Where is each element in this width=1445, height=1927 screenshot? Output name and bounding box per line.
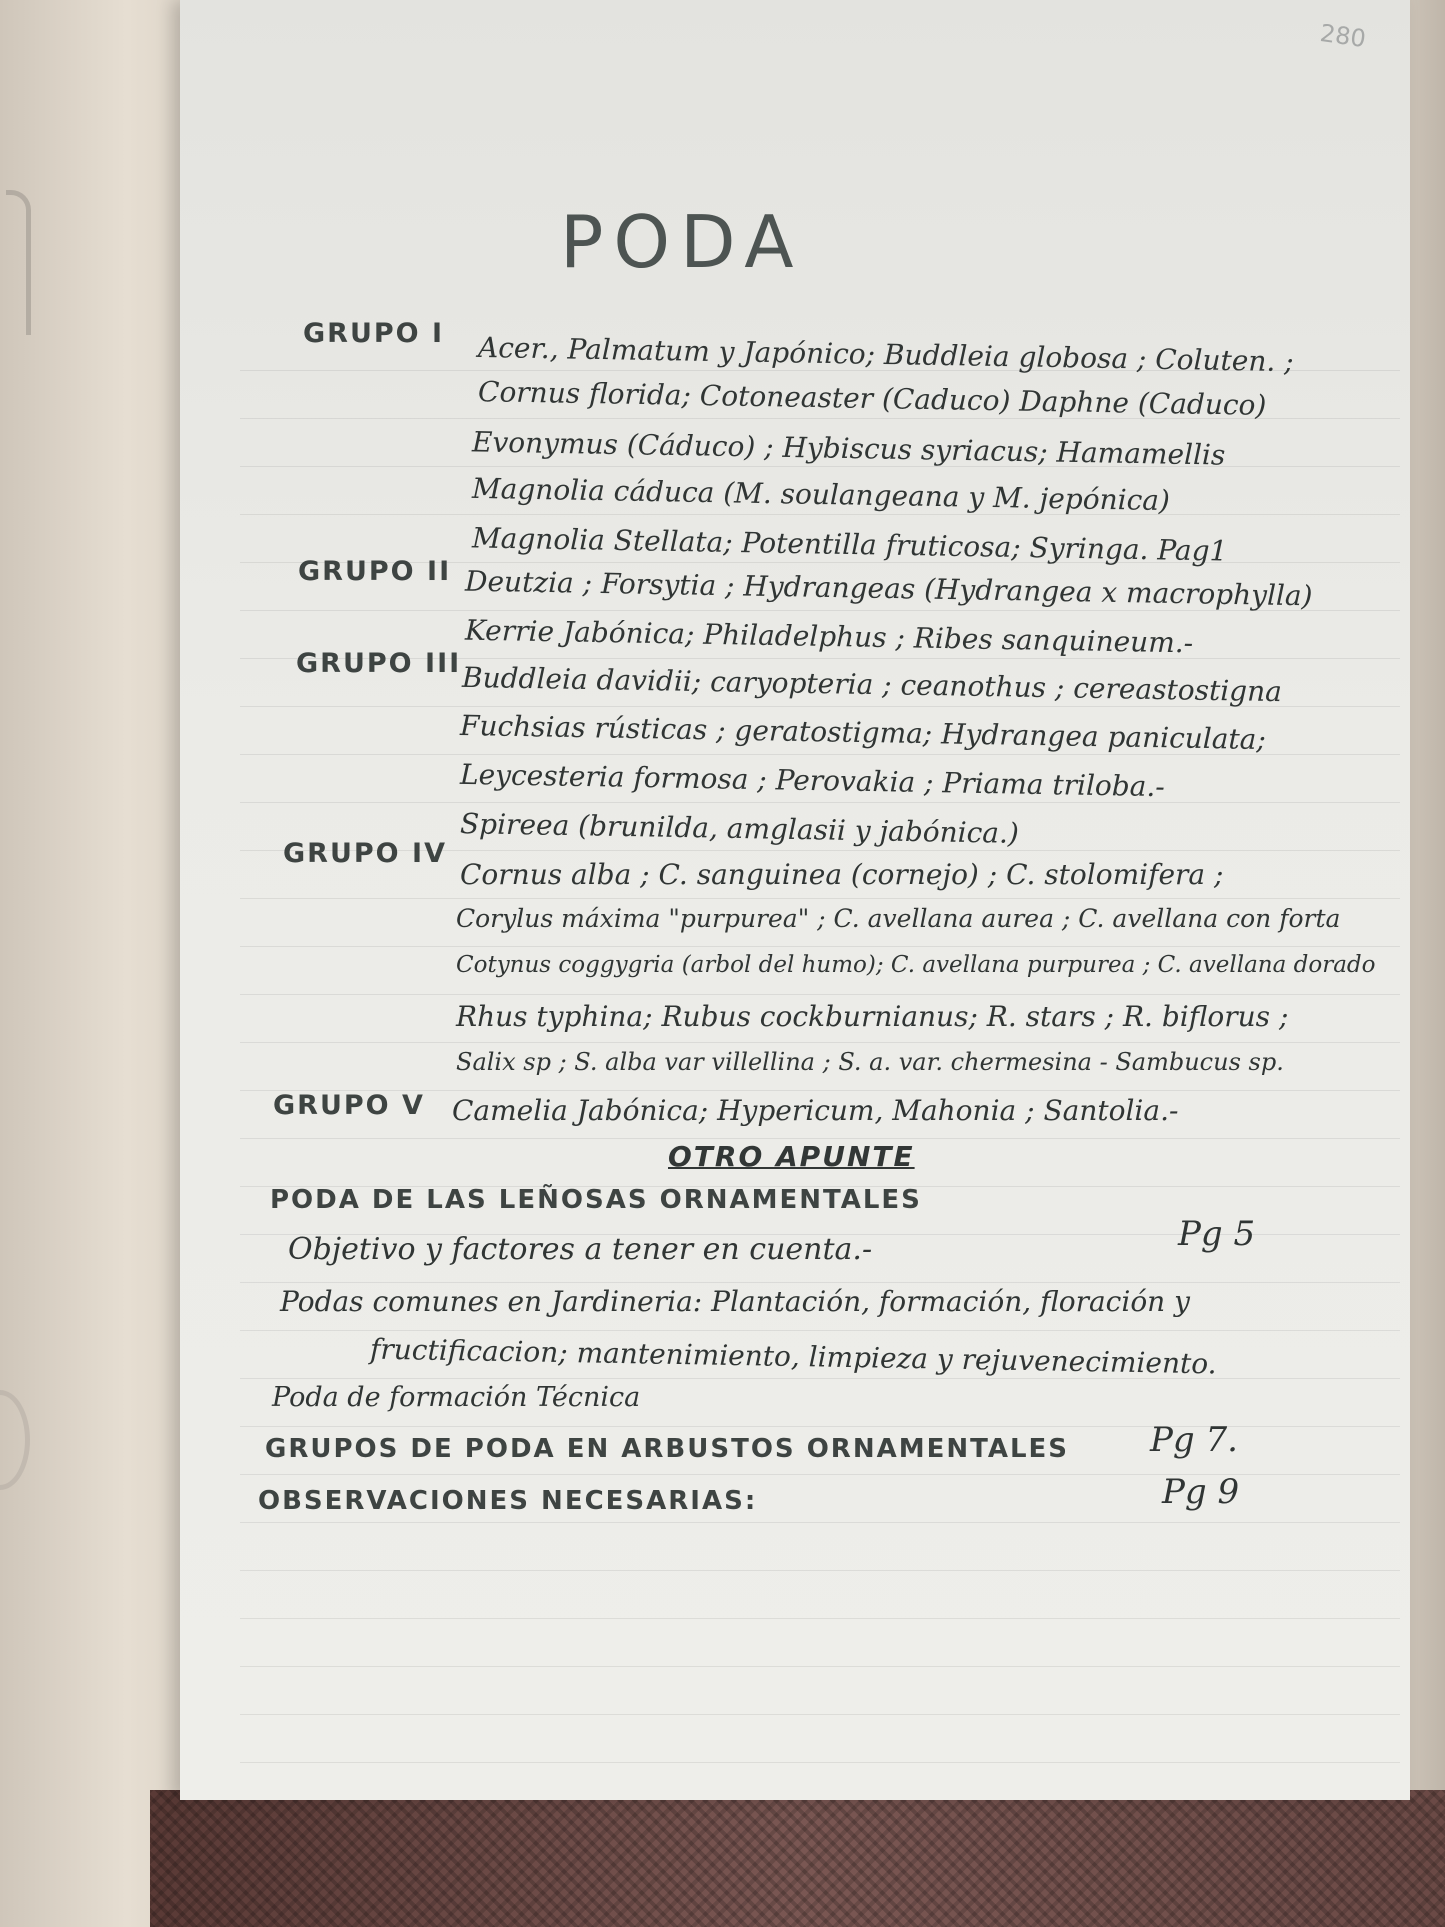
ruled-line xyxy=(240,1666,1400,1667)
page-corner-number: 280 xyxy=(1318,18,1368,54)
ruled-line xyxy=(240,994,1400,995)
group-2-line: Kerrie Jabónica; Philadelphus ; Ribes sanquineum.- xyxy=(464,613,1194,660)
group-1-line: Magnolia Stellata; Potentilla fruticosa; Syringa. Pag1 xyxy=(471,521,1228,568)
background-right-edge xyxy=(1405,0,1445,1927)
page-reference: Pg 5 xyxy=(1178,1214,1256,1254)
group-1-line: Cornus florida; Cotoneaster (Caduco) Daphne (Caduco) xyxy=(477,375,1267,422)
ruled-line xyxy=(240,1618,1400,1619)
group-1-line: Magnolia cáduca (M. soulangeana y M. jepónica) xyxy=(471,471,1171,518)
note-line: Podas comunes en Jardineria: Plantación, formación, floración y xyxy=(280,1285,1190,1318)
ruled-line xyxy=(240,1570,1400,1571)
group-5-line: Camelia Jabónica; Hypericum, Mahonia ; Santolia.- xyxy=(452,1094,1179,1127)
group-4-line: Cornus alba ; C. sanguinea (cornejo) ; C. stolomifera ; xyxy=(460,858,1224,891)
note-heading: PODA DE LAS LEÑOSAS ORNAMENTALES xyxy=(270,1185,922,1215)
ruled-line xyxy=(240,802,1400,803)
ruled-line xyxy=(240,1282,1400,1283)
group-2-line: Deutzia ; Forsytia ; Hydrangeas (Hydrangea x macrophylla) xyxy=(464,564,1313,613)
background-fabric xyxy=(150,1790,1445,1927)
section-title-otro-apunte: OTRO APUNTE xyxy=(668,1140,915,1173)
note-heading: OBSERVACIONES NECESARIAS: xyxy=(258,1486,758,1516)
group-3-line: Fuchsias rústicas ; geratostigma; Hydrangea paniculata; xyxy=(459,708,1267,757)
page-title: PODA xyxy=(560,200,804,284)
group-label-4: GRUPO IV xyxy=(283,838,447,869)
group-4-line: Rhus typhina; Rubus cockburnianus; R. stars ; R. biflorus ; xyxy=(456,1000,1289,1033)
background-mark xyxy=(0,1390,30,1490)
ruled-line xyxy=(240,898,1400,899)
note-line: fructificacion; mantenimiento, limpieza y rejuvenecimiento. xyxy=(369,1332,1217,1381)
page-reference: Pg 7. xyxy=(1150,1420,1238,1460)
group-label-5: GRUPO V xyxy=(273,1090,425,1121)
group-1-line: Acer., Palmatum y Japónico; Buddleia globosa ; Coluten. ; xyxy=(477,330,1294,379)
ruled-line xyxy=(240,1522,1400,1523)
group-1-line: Evonymus (Cáduco) ; Hybiscus syriacus; Hamamellis xyxy=(471,425,1226,472)
ruled-line xyxy=(240,1762,1400,1763)
group-4-line: Cotynus coggygria (arbol del humo); C. avellana purpurea ; C. avellana dorado xyxy=(456,952,1376,978)
group-label-3: GRUPO III xyxy=(296,648,462,679)
group-4-line: Salix sp ; S. alba var villellina ; S. a. var. chermesina - Sambucus sp. xyxy=(456,1048,1284,1076)
note-line: Poda de formación Técnica xyxy=(272,1382,641,1413)
group-label-1: GRUPO I xyxy=(303,318,445,349)
ruled-line xyxy=(240,466,1400,467)
ruled-line xyxy=(240,1378,1400,1379)
group-4-line: Corylus máxima "purpurea" ; C. avellana aurea ; C. avellana con forta xyxy=(456,904,1341,933)
ruled-line xyxy=(240,1138,1400,1139)
background-mark xyxy=(6,190,31,335)
ruled-line xyxy=(240,1042,1400,1043)
group-3-line: Buddleia davidii; caryopteria ; ceanothus ; cereastostigna xyxy=(461,660,1283,709)
ruled-line xyxy=(240,946,1400,947)
group-3-line: Leycesteria formosa ; Perovakia ; Priama triloba.- xyxy=(459,757,1166,804)
note-line: Objetivo y factores a tener en cuenta.- xyxy=(288,1232,873,1267)
ruled-line xyxy=(240,1714,1400,1715)
ruled-line xyxy=(240,514,1400,515)
group-3-line: Spireea (brunilda, amglasii y jabónica.) xyxy=(459,807,1020,850)
page-reference: Pg 9 xyxy=(1162,1472,1240,1512)
ruled-line xyxy=(240,1330,1400,1331)
note-heading: GRUPOS DE PODA EN ARBUSTOS ORNAMENTALES xyxy=(265,1434,1069,1464)
group-label-2: GRUPO II xyxy=(298,556,452,587)
